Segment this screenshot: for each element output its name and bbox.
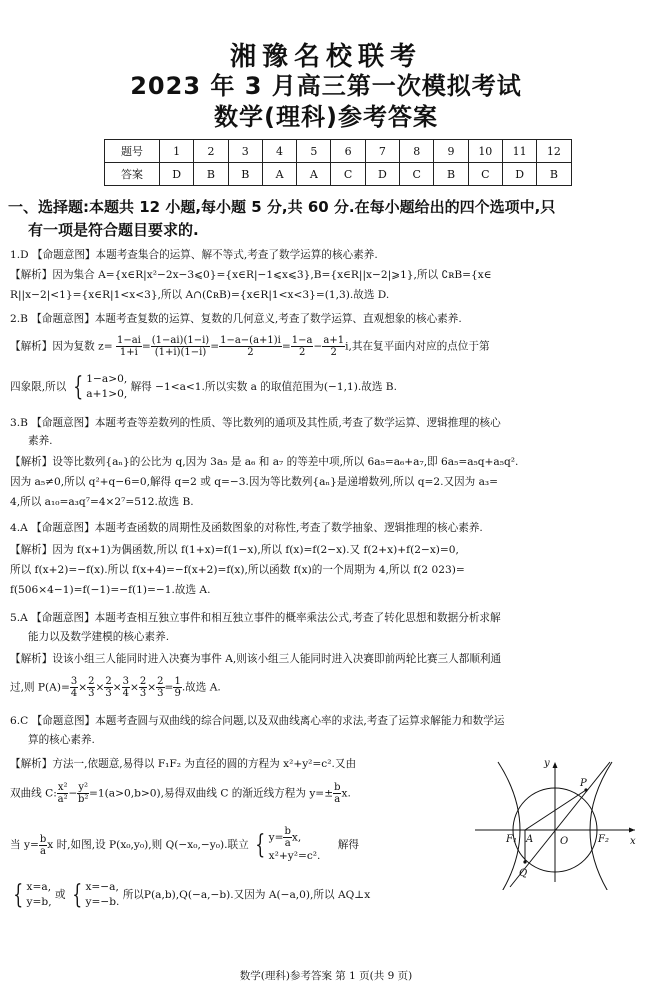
- section-heading-line: 一、选择题:本题共 12 小题,每小题 5 分,共 60 分.在每小题给出的四个选项中,只: [8, 198, 556, 216]
- q1-solution-line: 【解析】因为集合 A={x∈R|x²−2x−3⩽0}={x∈R|−1⩽x⩽3},B={x∈R||x−2|⩾1},所以 ∁ʀB={x∈: [10, 269, 492, 281]
- q3-intent-cont: 素养.: [28, 435, 53, 447]
- q6-intent-cont: 算的核心素养.: [28, 734, 95, 746]
- text: 解得 −1<a<1.所以实数 a 的取值范围为(−1,1).故选 B.: [130, 381, 397, 393]
- document-title: 数学(理科)参考答案: [214, 103, 438, 131]
- q2-intent: 2.B 【命题意图】本题考查复数的运算、复数的几何意义,考查了数学运算、直观想象的核心素养.: [10, 313, 462, 325]
- q5-intent-cont: 能力以及数学建模的核心素养.: [28, 631, 170, 643]
- fraction: $\frac{1-a-(a+1)i}{2}$: [220, 335, 281, 358]
- table-cell: 10: [468, 140, 502, 163]
- equation-system: 1−a>0, a+1>0,: [86, 373, 128, 400]
- table-cell: A: [262, 163, 296, 186]
- q6-solution-line: 双曲线 C: $\frac{\text{x²}}{\text{a²}}$ − $\frac{\text{y²}}{\text{b²}}$ =1(a>0,b>0),易得双曲线 C 的渐近线方程为 y=± $\frac{b}{a}$ x.: [10, 782, 351, 805]
- table-cell: 12: [537, 140, 571, 163]
- q4-solution-line: 所以 f(x+2)=−f(x).所以 f(x+4)=−f(x+2)=f(x),所以函数 f(x)的一个周期为 4,所以 f(2 023)=: [10, 564, 465, 576]
- table-cell: 9: [434, 140, 468, 163]
- question-number-row: [105, 140, 572, 163]
- q6-solution-line: 【解析】方法一,依题意,易得以 F₁F₂ 为直径的圆的方程为 x²+y²=c².又由: [10, 758, 357, 770]
- q1-solution-line: R||x−2|<1}={x∈R|1<x<3},所以 A∩(∁ʀB)={x∈R|1<x<3}=(1,3).故选 D.: [10, 289, 390, 301]
- fraction: $\frac{1-a}{2}$: [291, 335, 313, 358]
- table-cell: B: [434, 163, 468, 186]
- q3-solution-line: 因为 a₅≠0,所以 q²+q−6=0,解得 q=2 或 q=−3.因为等比数列{aₙ}是递增数列,所以 q=2.又因为 a₃=: [10, 476, 499, 488]
- table-cell: B: [537, 163, 571, 186]
- table-cell: D: [502, 163, 536, 186]
- point-a-label: A: [526, 834, 534, 845]
- q6-solution-line: 当 y= $\frac{b}{a}$ x 时,如图,设 P(x₀,y₀),则 Q(−x₀,−y₀).联立 { y= $\frac{b}{a}$ x, x²+y²=c². 解得: [10, 826, 359, 862]
- point-p-label: P: [580, 778, 587, 789]
- answer-row: [105, 163, 572, 186]
- table-cell: D: [365, 163, 399, 186]
- q6-solution-line: { x=a, y=b, 或 { x=−a, y=−b. 所以P(a,b),Q(−a,−b).又因为 A(−a,0),所以 AQ⊥x: [13, 880, 371, 910]
- q3-intent: 3.B 【命题意图】本题考查等差数列的性质、等比数列的通项及其性质,考查了数学运算、逻辑推理的核心: [10, 417, 501, 429]
- text: .故选 A.: [181, 681, 221, 694]
- table-cell: B: [194, 163, 228, 186]
- table-cell: B: [228, 163, 262, 186]
- q6-intent: 6.C 【命题意图】本题考查圆与双曲线的综合问题,以及双曲线离心率的求法,考查了运算求解能力和数学运: [10, 715, 505, 727]
- table-cell: C: [400, 163, 434, 186]
- q5-solution-line: 【解析】设该小组三人能同时进入决赛为事件 A,则该小组三人能同时进入决赛即前两轮比赛三人都顺利通: [10, 653, 502, 665]
- table-cell: 8: [400, 140, 434, 163]
- table-cell: C: [331, 163, 365, 186]
- q4-solution-line: 【解析】因为 f(x+1)为偶函数,所以 f(1+x)=f(1−x),所以 f(x)=f(2−x).又 f(2+x)+f(2−x)=0,: [10, 544, 459, 556]
- q5-solution-line: 过,则 P(A)= $\frac{3}{4}$ × $\frac{2}{3}$ × $\frac{2}{3}$ × $\frac{3}{4}$ × $\frac{2}{3}$ × $\frac{2}{3}$ = $\frac{1}{9}$ .故选 A.: [10, 676, 221, 699]
- row-label: 答案: [105, 163, 160, 186]
- q2-solution-line: 【解析】因为复数 z= $\frac{1-ai}{1+i}$ = $\frac{(1-ai)(1-i)}{(1+i)(1-i)}$ = $\frac{1-a-(a+1)i}{2}$ = $\frac{1-a}{2}$ − $\frac{a+1}{2}$ i,其在复平面内对应的点位于第: [10, 335, 490, 358]
- q3-solution-line: 【解析】设等比数列{aₙ}的公比为 q,因为 3a₅ 是 a₆ 和 a₇ 的等差中项,所以 6a₅=a₆+a₇,即 6a₅=a₅q+a₅q².: [10, 456, 519, 468]
- q2-solution-line: 四象限,所以 { 1−a>0, a+1>0, 解得 −1<a<1.所以实数 a 的取值范围为(−1,1).故选 B.: [10, 372, 397, 402]
- y-axis-label: y: [544, 758, 550, 769]
- equation-system: y= $\frac{b}{a}$ x, x²+y²=c².: [268, 826, 321, 862]
- q3-solution-line: 4,所以 a₁₀=a₃q⁷=4×2⁷=512.故选 B.: [10, 496, 194, 508]
- table-cell: 4: [262, 140, 296, 163]
- text: 四象限,所以: [10, 381, 67, 393]
- table-cell: C: [468, 163, 502, 186]
- table-cell: 5: [297, 140, 331, 163]
- focus-f1-label: F₁: [506, 834, 517, 845]
- text: 【解析】因为复数 z=: [10, 340, 113, 353]
- fraction: $\frac{(1-ai)(1-i)}{(1+i)(1-i)}$: [151, 335, 210, 358]
- point-q-label: Q: [519, 868, 528, 879]
- table-cell: 2: [194, 140, 228, 163]
- section-heading-line: 有一项是符合题目要求的.: [28, 221, 199, 239]
- exam-title: 2023 年 3 月高三第一次模拟考试: [130, 72, 522, 100]
- table-cell: 7: [365, 140, 399, 163]
- text: i,其在复平面内对应的点位于第: [345, 340, 490, 353]
- x-axis-label: x: [630, 836, 636, 847]
- focus-f2-label: F₂: [598, 834, 609, 845]
- q4-intent: 4.A 【命题意图】本题考查函数的周期性及函数图象的对称性,考查了数学抽象、逻辑推理的核心素养.: [10, 522, 483, 534]
- fraction: $\frac{1-ai}{1+i}$: [116, 335, 141, 358]
- q1-intent: 1.D 【命题意图】本题考查集合的运算、解不等式,考查了数学运算的核心素养.: [10, 249, 378, 261]
- table-cell: D: [160, 163, 194, 186]
- table-cell: 3: [228, 140, 262, 163]
- q5-intent: 5.A 【命题意图】本题考查相互独立事件和相互独立事件的概率乘法公式,考查了转化思想和数据分析求解: [10, 612, 501, 624]
- origin-label: O: [560, 836, 569, 847]
- table-cell: A: [297, 163, 331, 186]
- page-footer: 数学(理科)参考答案 第 1 页(共 9 页): [239, 970, 413, 982]
- hyperbola-circle-figure: [470, 752, 642, 890]
- table-cell: 1: [160, 140, 194, 163]
- q4-solution-line: f(506×4−1)=f(−1)=−f(1)=−1.故选 A.: [10, 584, 211, 596]
- row-label: 题号: [105, 140, 160, 163]
- text: 过,则 P(A)=: [10, 681, 70, 694]
- fraction: $\frac{a+1}{2}$: [323, 335, 345, 358]
- exam-name: 湘豫名校联考: [229, 42, 422, 72]
- answer-table: [104, 139, 572, 186]
- section-heading: [8, 196, 644, 242]
- table-cell: 6: [331, 140, 365, 163]
- table-cell: 11: [502, 140, 536, 163]
